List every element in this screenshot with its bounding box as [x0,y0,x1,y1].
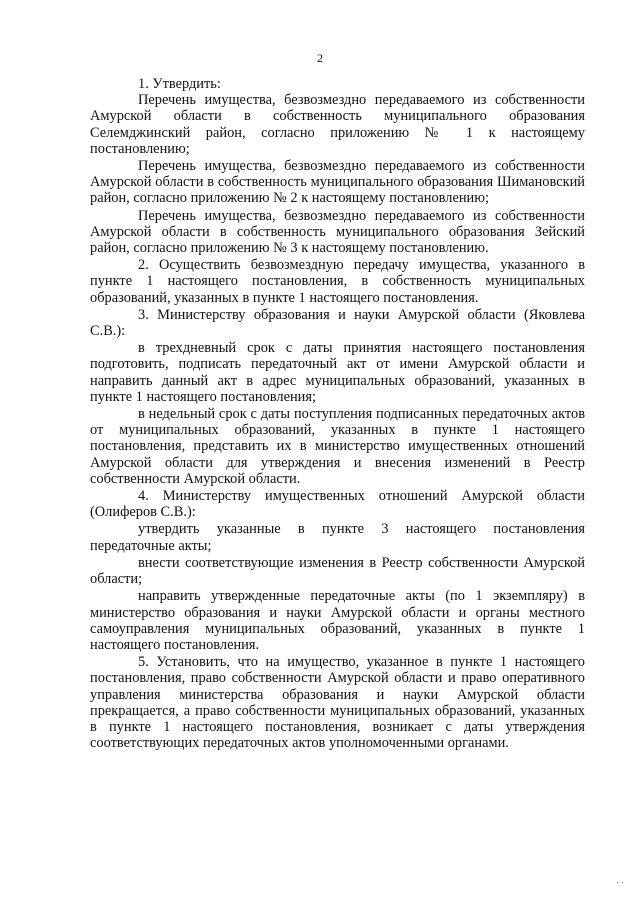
paragraph-3-item-1: в трехдневный срок с даты принятия настоящего постановления подготовить, подписать передаточный акт от имени Амурской области и направить данный акт в адрес муниципальных образований, указанных в пункте 1 настоящего постановления; [90,340,585,405]
paragraph-1-heading: 1. Утвердить: [138,76,221,92]
document-body [90,76,585,751]
paragraph-4-item-2: внести соответствующие изменения в Реестр собственности Амурской области; [90,554,585,588]
paragraph-4-heading: 4. Министерству имущественных отношений Амурской области (Олиферов С.В.): [90,488,585,521]
paragraph-1-item-selemdzhinsky: Перечень имущества, безвозмездно передаваемого из собственности Амурской области в собственность муниципального образования Селемджинский район, согласно приложению № 1 к настоящему постановлению; [90,92,585,157]
paragraph-5: 5. Установить, что на имущество, указанное в пункте 1 настоящего постановления, право собственности Амурской области и право оперативного управления министерства образования и науки Амурской области прекращается, а право собственности муниципальных образований, указанных в пункте 1 настоящего постановления, возникает с даты утверждения соответствующих передаточных актов уполномоченными органами. [90,654,585,752]
paragraph-3-heading: 3. Министерству образования и науки Амурской области (Яковлева С.В.): [90,306,585,340]
paragraph-3-item-2: в недельный срок с даты поступления подписанных передаточных актов от муниципальных образований, указанных в пункте 1 настоящего постановления, представить их в министерство имущественных отношений Амурской области для утверждения и внесения изменений в Реестр собственности Амурской области. [90,406,585,487]
paragraph-1-item-shimanovsky: Перечень имущества, безвозмездно передаваемого из собственности Амурской области в собственность муниципального образования Шимановский район, согласно приложению № 2 к настоящему постановлению; [90,158,585,207]
paragraph-1-item-zeysky: Перечень имущества, безвозмездно передаваемого из собственности Амурской области в собственность муниципального образования Зейский район, согласно приложению № 3 к настоящему постановлению. [90,207,585,257]
paragraph-4-item-3: направить утвержденные передаточные акты (по 1 экземпляру) в министерство образования и науки Амурской области и органы местного самоуправления муниципальных образований, указанных в пункте 1 настоящего постановления. [90,588,585,653]
page-number: 2 [317,51,323,65]
paragraph-2: 2. Осуществить безвозмездную передачу имущества, указанного в пункте 1 настоящего постановления, в собственность муниципальных образований, указанных в пункте 1 настоящего постановления. [90,257,585,306]
paragraph-4-item-1: утвердить указанные в пункте 3 настоящего постановления передаточные акты; [90,521,585,554]
scan-specks: ․․ [616,876,626,885]
